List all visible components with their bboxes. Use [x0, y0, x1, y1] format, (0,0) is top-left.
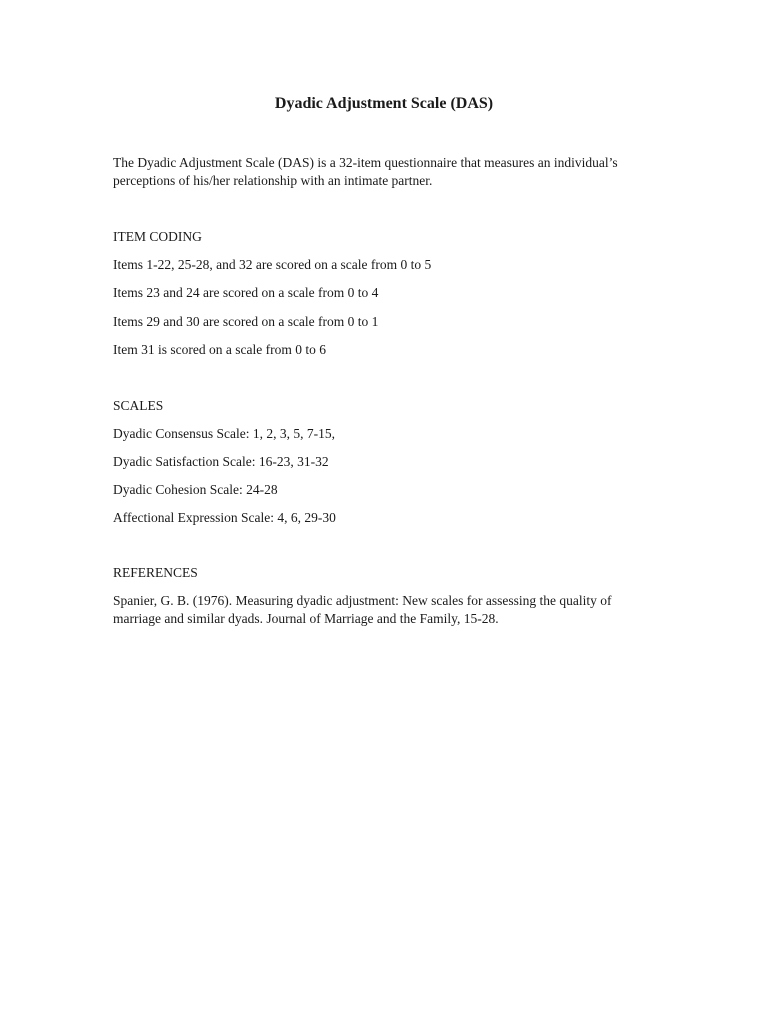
scale-line: Dyadic Cohesion Scale: 24-28: [113, 482, 278, 497]
item-coding-line: Item 31 is scored on a scale from 0 to 6: [113, 342, 326, 357]
reference-citation: Spanier, G. B. (1976). Measuring dyadic adjustment: New scales for assessing the quality of marriage and similar dyads. Journal of Marriage and the Family, 15-28.: [113, 593, 612, 626]
scale-line: Affectional Expression Scale: 4, 6, 29-30: [113, 510, 336, 525]
references-heading: REFERENCES: [113, 565, 198, 580]
item-coding-line: Items 29 and 30 are scored on a scale from 0 to 1: [113, 314, 379, 329]
document-title: Dyadic Adjustment Scale (DAS): [274, 95, 494, 112]
scale-line: Dyadic Satisfaction Scale: 16-23, 31-32: [113, 454, 329, 469]
item-coding-heading: ITEM CODING: [113, 229, 202, 244]
scale-line: Dyadic Consensus Scale: 1, 2, 3, 5, 7-15,: [113, 426, 335, 441]
item-coding-line: Items 23 and 24 are scored on a scale from 0 to 4: [113, 285, 379, 300]
item-coding-line: Items 1-22, 25-28, and 32 are scored on a scale from 0 to 5: [113, 257, 432, 272]
intro-paragraph: The Dyadic Adjustment Scale (DAS) is a 32-item questionnaire that measures an individual’s perceptions of his/her relationship with an intimate partner.: [113, 155, 618, 188]
scales-heading: SCALES: [113, 398, 164, 413]
